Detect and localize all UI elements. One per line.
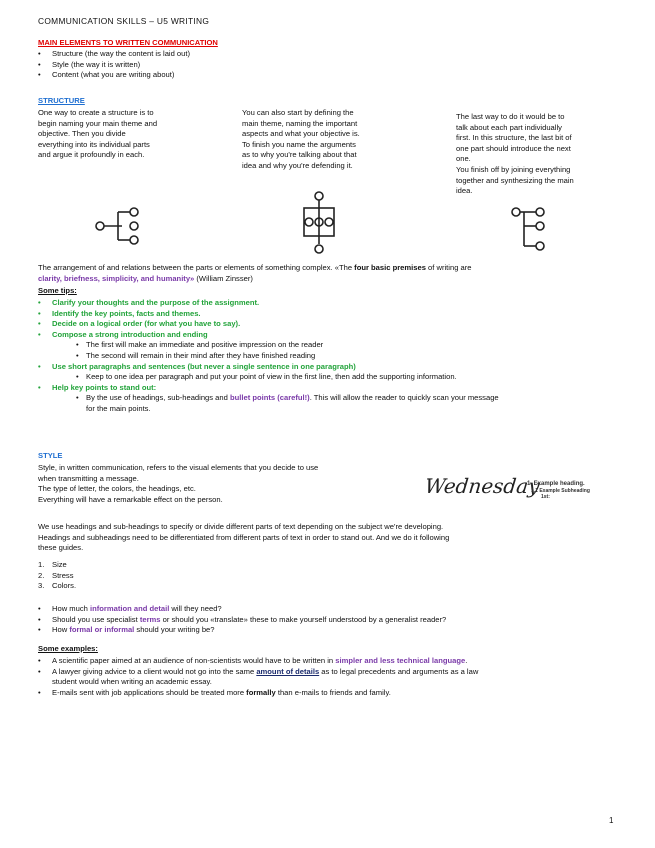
- structure-column-2: You can also start by defining the main theme, naming the important aspects and what your objective is. To finish you name the arguments as to why you're talking about that idea and why you're defending it.: [242, 108, 360, 170]
- structure-column-3: The last way to do it would be to talk about each part individually first. In this structure, the last bit of one part should introduce the next one. You finish off by joining everything together and synthesizing the main idea.: [456, 112, 574, 196]
- structure-heading: STRUCTURE: [38, 96, 85, 105]
- list-item: • Help key points to stand out:: [38, 382, 157, 392]
- list-item: 3. Colors.: [38, 581, 77, 591]
- list-item: • Keep to one idea per paragraph and put your point of view in the first line, then add the supporting information.: [76, 372, 457, 382]
- page-title: COMMUNICATION SKILLS – U5 WRITING: [38, 16, 210, 26]
- sequence-diagram-icon: [510, 206, 550, 252]
- style-paragraph: We use headings and sub-headings to specify or divide different parts of text depending on the subject we're developing. Headings and subheadings need to be differentiated from different parts of text in order to stand out. And we do it following these guides.: [38, 522, 450, 553]
- main-elements-list: [38, 49, 190, 81]
- list-item: • A scientific paper aimed at an audience of non-scientists would have to be written in simpler and less technical language.: [38, 656, 468, 665]
- list-item: • Structure (the way the content is laid out): [38, 49, 191, 58]
- list-item: • By the use of headings, sub-headings and bullet points (careful!). This will allow the reader to quickly scan your message: [76, 393, 499, 403]
- tips-heading: Some tips:: [38, 286, 77, 295]
- tree-diagram-icon: [94, 206, 144, 246]
- example-subheading-sample: 1.1 Example Subheading 1st:: [531, 488, 590, 500]
- main-elements-heading: MAIN ELEMENTS TO WRITTEN COMMUNICATION: [38, 38, 218, 47]
- questions-list: [38, 604, 633, 636]
- list-item: • Compose a strong introduction and ending: [38, 329, 208, 339]
- tips-list: [38, 298, 628, 415]
- list-item: • Style (the way it is written): [38, 59, 141, 69]
- style-heading: STYLE: [38, 451, 63, 460]
- structure-column-1: One way to create a structure is to begin naming your main theme and objective. Then you divide everything into its individual parts and argue it profoundly in each.: [38, 108, 158, 160]
- example-heading-sample: 1. Example heading.: [527, 481, 585, 487]
- list-item: • Decide on a logical order (for what you have to say).: [38, 319, 241, 329]
- page-number: 1: [609, 816, 614, 825]
- list-item: • The second will remain in their mind after they have finished reading: [76, 350, 316, 360]
- examples-heading: Some examples:: [38, 644, 98, 653]
- script-font-sample: Wednesday: [423, 474, 541, 498]
- style-description: Style, in written communication, refers to the visual elements that you decide to use when transmitting a message. The type of letter, the colors, the headings, etc. Everything will have a remarkable effect on the person.: [38, 463, 319, 504]
- list-item: • A lawyer giving advice to a client would not go into the same amount of details as to legal precedents and arguments as a law: [38, 666, 479, 676]
- list-item: • How much information and detail will they need?: [38, 604, 222, 613]
- list-item: 2. Stress: [38, 570, 74, 580]
- list-item: • Clarify your thoughts and the purpose of the assignment.: [38, 298, 260, 307]
- list-item: • The first will make an immediate and positive impression on the reader: [76, 340, 324, 350]
- guides-list: [38, 560, 76, 592]
- hierarchy-diagram-icon: [298, 190, 340, 256]
- list-item: • Should you use specialist terms or should you «translate» these to make yourself understood by a generalist reader?: [38, 614, 447, 624]
- list-item: • E-mails sent with job applications should be treated more formally than e-mails to friends and family.: [38, 687, 391, 697]
- list-item: 1. Size: [38, 560, 67, 569]
- list-item: • Identify the key points, facts and themes.: [38, 308, 201, 318]
- examples-list: [38, 656, 633, 698]
- list-item-continuation: for the main points.: [86, 403, 151, 413]
- list-item: • Use short paragraphs and sentences (but never a single sentence in one paragraph): [38, 361, 356, 371]
- structure-definition: The arrangement of and relations between the parts or elements of something complex. «The four basic premises of writing are clarity, briefness, simplicity, and humanity» (William Zinsser): [38, 263, 472, 283]
- list-item: • How formal or informal should your writing be?: [38, 625, 215, 635]
- list-item: • Content (what you are writing about): [38, 70, 175, 80]
- list-item-continuation: student would when writing an academic essay.: [52, 677, 212, 687]
